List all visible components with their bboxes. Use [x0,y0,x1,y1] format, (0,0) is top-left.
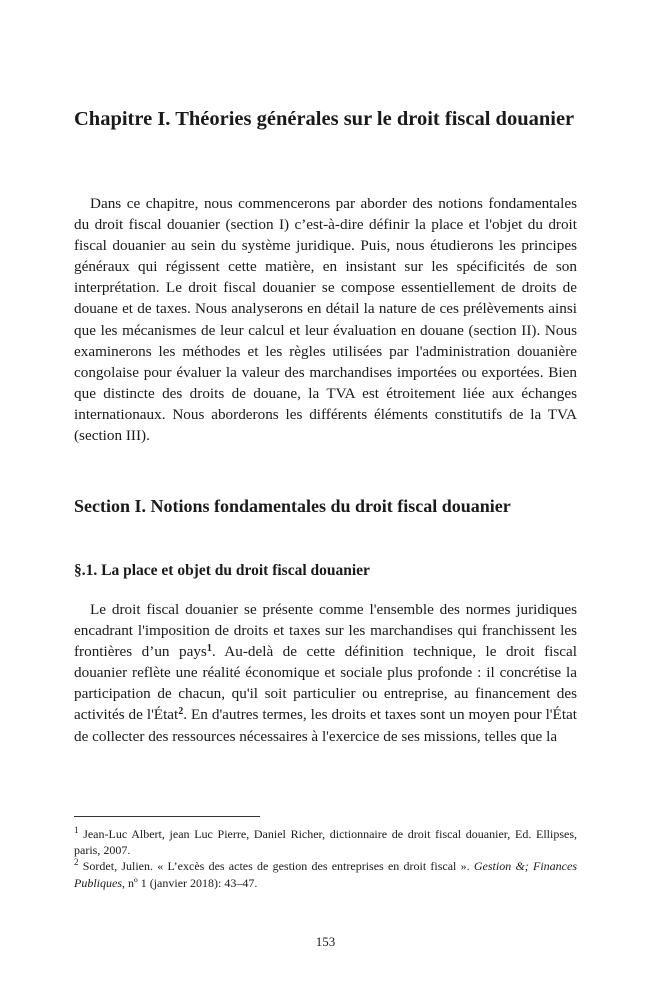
footnote-text: Sordet, Julien. « L’excès des actes de gestion des entreprises en droit fiscal ». [82,859,474,874]
subsection-title: §.1. La place et objet du droit fiscal douanier [74,562,370,579]
page-number: 153 [315,934,336,949]
paragraph-text: Le droit fiscal douanier se présente comme l'ensemble des normes juridiques encadrant l'imposition de droits et taxes sur les marchandises qui franchissent les frontières d’un pays [74,601,577,661]
footnote-separator [74,816,260,817]
intro-paragraph: Dans ce chapitre, nous commencerons par aborder des notions fondamentales du droit fiscal douanier (section I) c’est-à-dire définir la place et l'objet du droit fiscal douanier au sein du système juridique. Puis, nous étudierons les principes généraux qui régissent cette matière, en insistant sur les spécificités de son interprétation. Le droit fiscal douanier se compose essentiellement de droits de douane et de taxes. Nous analyserons en détail la nature de ces prélèvements ainsi que les mécanismes de leur calcul et leur évaluation en douane (section II). Nous examinerons les méthodes et les règles utilisées par l'administration douanière congolaise pour évaluer la valeur des marchandises importées ou exportées. Bien que distincte des droits de douane, la TVA est étroitement liée aux échanges internationaux. Nous aborderons les différents éléments constitutifs de la TVA (section III). [74,195,577,445]
footnote-text: Jean-Luc Albert, jean Luc Pierre, Daniel Richer, dictionnaire de droit fiscal douanier, Ed. Ellipses, paris, 2007. [74,827,577,858]
footnote-number: 1 [74,825,79,835]
footnotes [74,826,577,891]
journal-title: Gestion &; Finances Publiques [74,859,577,890]
footnote [74,858,577,890]
paragraph-text: . En d'autres termes, les droits et taxes sont un moyen pour l'État de collecter des ressources nécessaires à l'exercice de ses missions, telles que la [74,706,577,745]
paragraph-text: . Au-delà de cette définition technique, le droit fiscal douanier reflète une réalité économique et sociale plus profonde : il concrétise la participation de chacun, qu'il soit particulier ou entreprise, au financement des activités de l'État [74,643,577,724]
section-title: Section I. Notions fondamentales du droit fiscal douanier [74,496,511,516]
footnote-ref[interactable]: 2 [178,706,184,718]
footnote-ref[interactable]: 1 [206,643,212,655]
footnote [74,826,577,858]
footnote-number: 2 [74,857,79,868]
footnote-text: , nº 1 (janvier 2018): 43–47. [122,875,258,890]
body-paragraph [74,599,577,747]
chapter-title: Chapitre I. Théories générales sur le droit fiscal douanier [74,108,575,130]
